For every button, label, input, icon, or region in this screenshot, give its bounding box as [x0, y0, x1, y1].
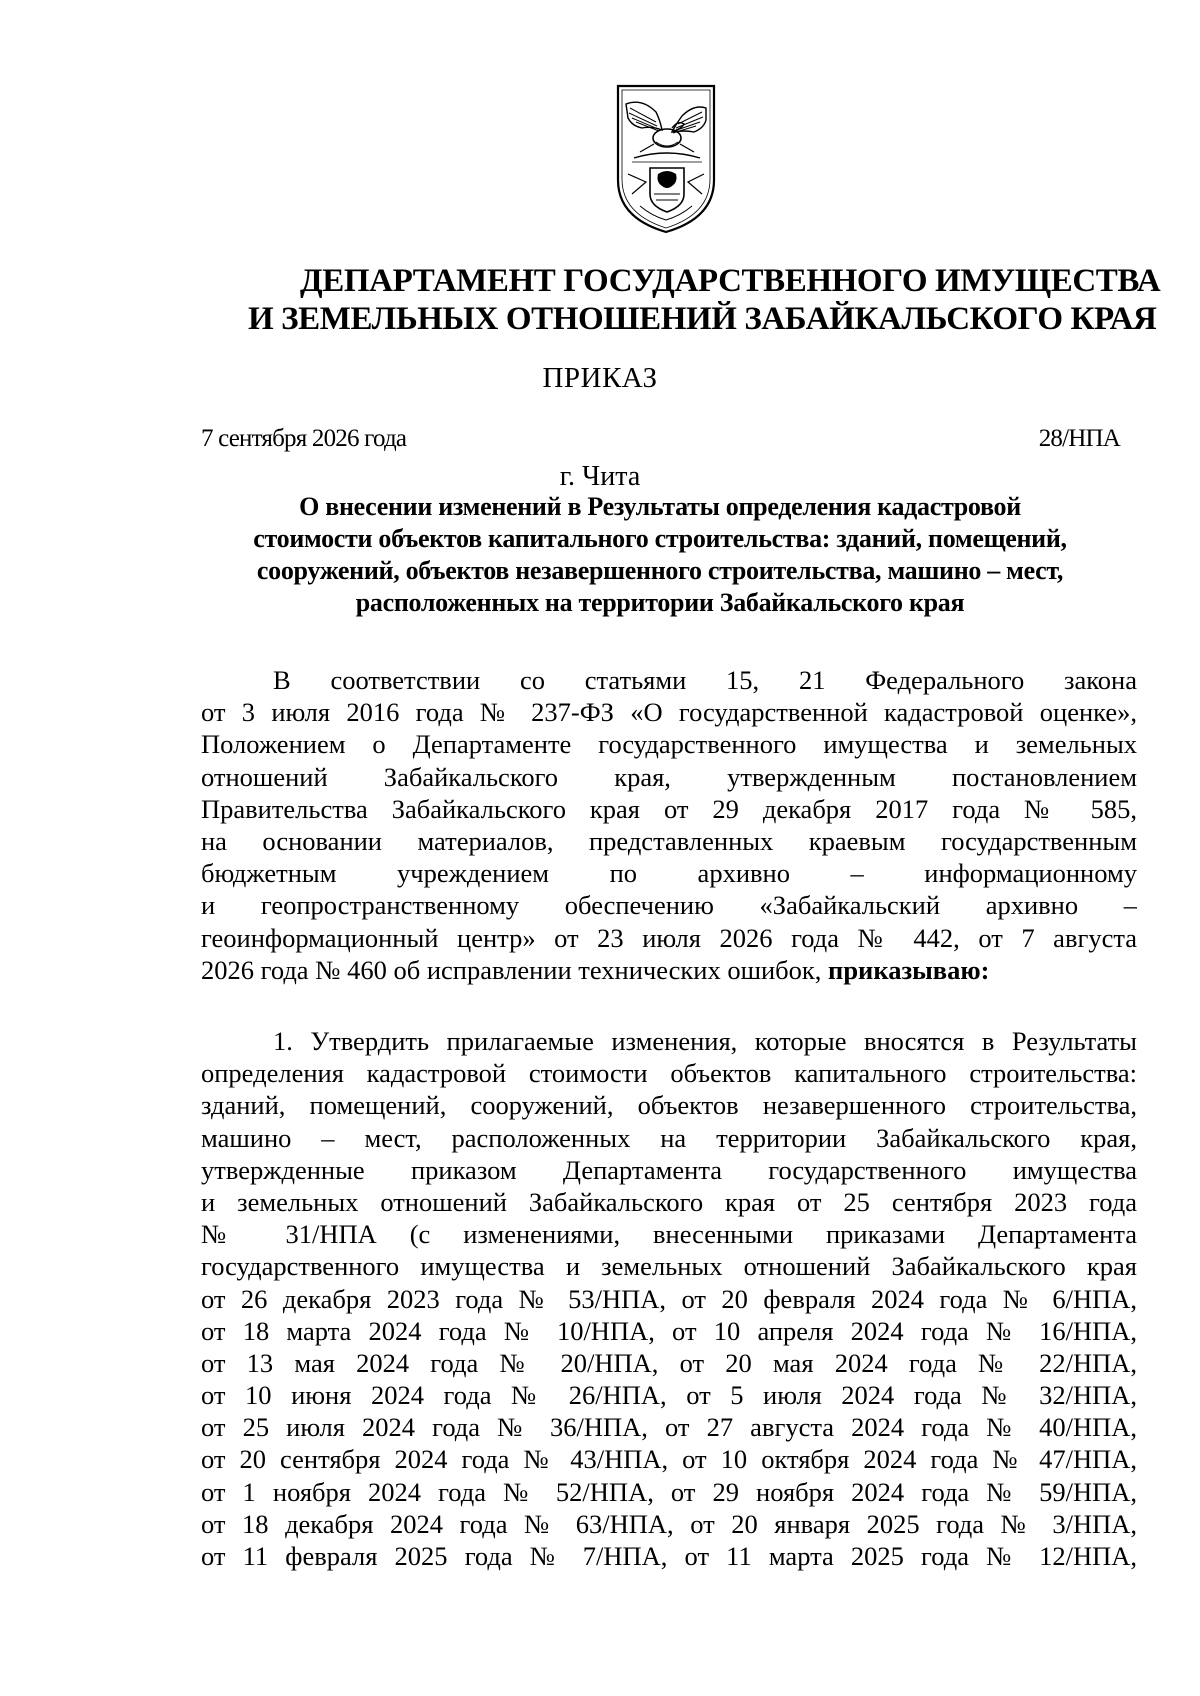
paragraph-line: и земельных отношений Забайкальского края от 25 сентября 2023 года: [201, 1186, 1137, 1217]
paragraph-line: на основании материалов, представленных краевым государственным: [201, 825, 1137, 856]
paragraph-line: от 20 сентября 2024 года № 43/НПА, от 10 октября 2024 года № 47/НПА,: [201, 1444, 1137, 1475]
paragraph-line: бюджетным учреждением по архивно – информационному: [201, 858, 1137, 889]
paragraph-line: геоинформационный центр» от 23 июля 2026 года № 442, от 7 августа: [201, 922, 1137, 953]
document-city: г. Чита: [559, 461, 641, 492]
title-line: расположенных на территории Забайкальского края: [355, 588, 965, 617]
document-title: [180, 491, 1140, 619]
document-type: ПРИКАЗ: [542, 362, 658, 394]
title-line: О внесении изменений в Результаты определения кадастровой: [299, 492, 1021, 521]
organization-name-line-2: И ЗЕМЕЛЬНЫХ ОТНОШЕНИЙ ЗАБАЙКАЛЬСКОГО КРАЯ: [248, 301, 1157, 337]
paragraph-line: 1. Утвердить прилагаемые изменения, которые вносятся в Результаты: [273, 1026, 1137, 1056]
title-line: стоимости объектов капитального строительства: зданий, помещений,: [253, 524, 1067, 553]
title-line: сооружений, объектов незавершенного строительства, машино – мест,: [256, 556, 1064, 585]
paragraph-line: от 13 мая 2024 года № 20/НПА, от 20 мая 2024 года № 22/НПА,: [201, 1347, 1137, 1378]
paragraph-line: и геопространственному обеспечению «Забайкальский архивно –: [201, 890, 1137, 921]
paragraph-line: от 3 июля 2016 года № 237-ФЗ «О государственной кадастровой оценке»,: [201, 697, 1137, 728]
paragraph-last-line: [201, 954, 1137, 986]
paragraph-line: от 10 июня 2024 года № 26/НПА, от 5 июля 2024 года № 32/НПА,: [201, 1380, 1137, 1411]
paragraph-line: от 1 ноября 2024 года № 52/НПА, от 29 ноября 2024 года № 59/НПА,: [201, 1476, 1137, 1507]
paragraph-line: государственного имущества и земельных отношений Забайкальского края: [201, 1251, 1137, 1282]
organization-name-line-1: ДЕПАРТАМЕНТ ГОСУДАРСТВЕННОГО ИМУЩЕСТВА: [300, 263, 1161, 299]
document-date: 7 сентября 2026 года: [201, 425, 407, 452]
coat-of-arms-icon: [612, 82, 720, 234]
paragraph-line: определения кадастровой стоимости объектов капитального строительства:: [201, 1058, 1137, 1089]
paragraph-line: № 31/НПА (с изменениями, внесенными приказами Департамента: [201, 1219, 1137, 1250]
item-1-paragraph: [201, 1025, 1137, 1572]
paragraph-line: от 26 декабря 2023 года № 53/НПА, от 20 февраля 2024 года № 6/НПА,: [201, 1283, 1137, 1314]
paragraph-line: от 11 февраля 2025 года № 7/НПА, от 11 марта 2025 года № 12/НПА,: [201, 1541, 1137, 1571]
paragraph-line: от 18 декабря 2024 года № 63/НПА, от 20 января 2025 года № 3/НПА,: [201, 1508, 1137, 1539]
paragraph-line: Правительства Забайкальского края от 29 декабря 2017 года № 585,: [201, 793, 1137, 824]
paragraph-line: В соответствии со статьями 15, 21 Федерального закона: [273, 665, 1137, 695]
paragraph-line-text: 2026 года № 460 об исправлении технических ошибок,: [201, 954, 829, 985]
paragraph-line: машино – мест, расположенных на территории Забайкальского края,: [201, 1122, 1137, 1153]
paragraph-line: зданий, помещений, сооружений, объектов незавершенного строительства,: [201, 1090, 1137, 1121]
preamble-paragraph: [201, 664, 1137, 986]
paragraph-line: от 25 июля 2024 года № 36/НПА, от 27 августа 2024 года № 40/НПА,: [201, 1412, 1137, 1443]
paragraph-line: Положением о Департаменте государственного имущества и земельных: [201, 729, 1137, 760]
paragraph-line: утвержденные приказом Департамента государственного имущества: [201, 1154, 1137, 1185]
paragraph-line: отношений Забайкальского края, утвержденным постановлением: [201, 761, 1137, 792]
decision-word: приказываю:: [828, 954, 990, 985]
paragraph-line: от 18 марта 2024 года № 10/НПА, от 10 апреля 2024 года № 16/НПА,: [201, 1315, 1137, 1346]
document-number: 28/НПА: [1038, 425, 1120, 452]
